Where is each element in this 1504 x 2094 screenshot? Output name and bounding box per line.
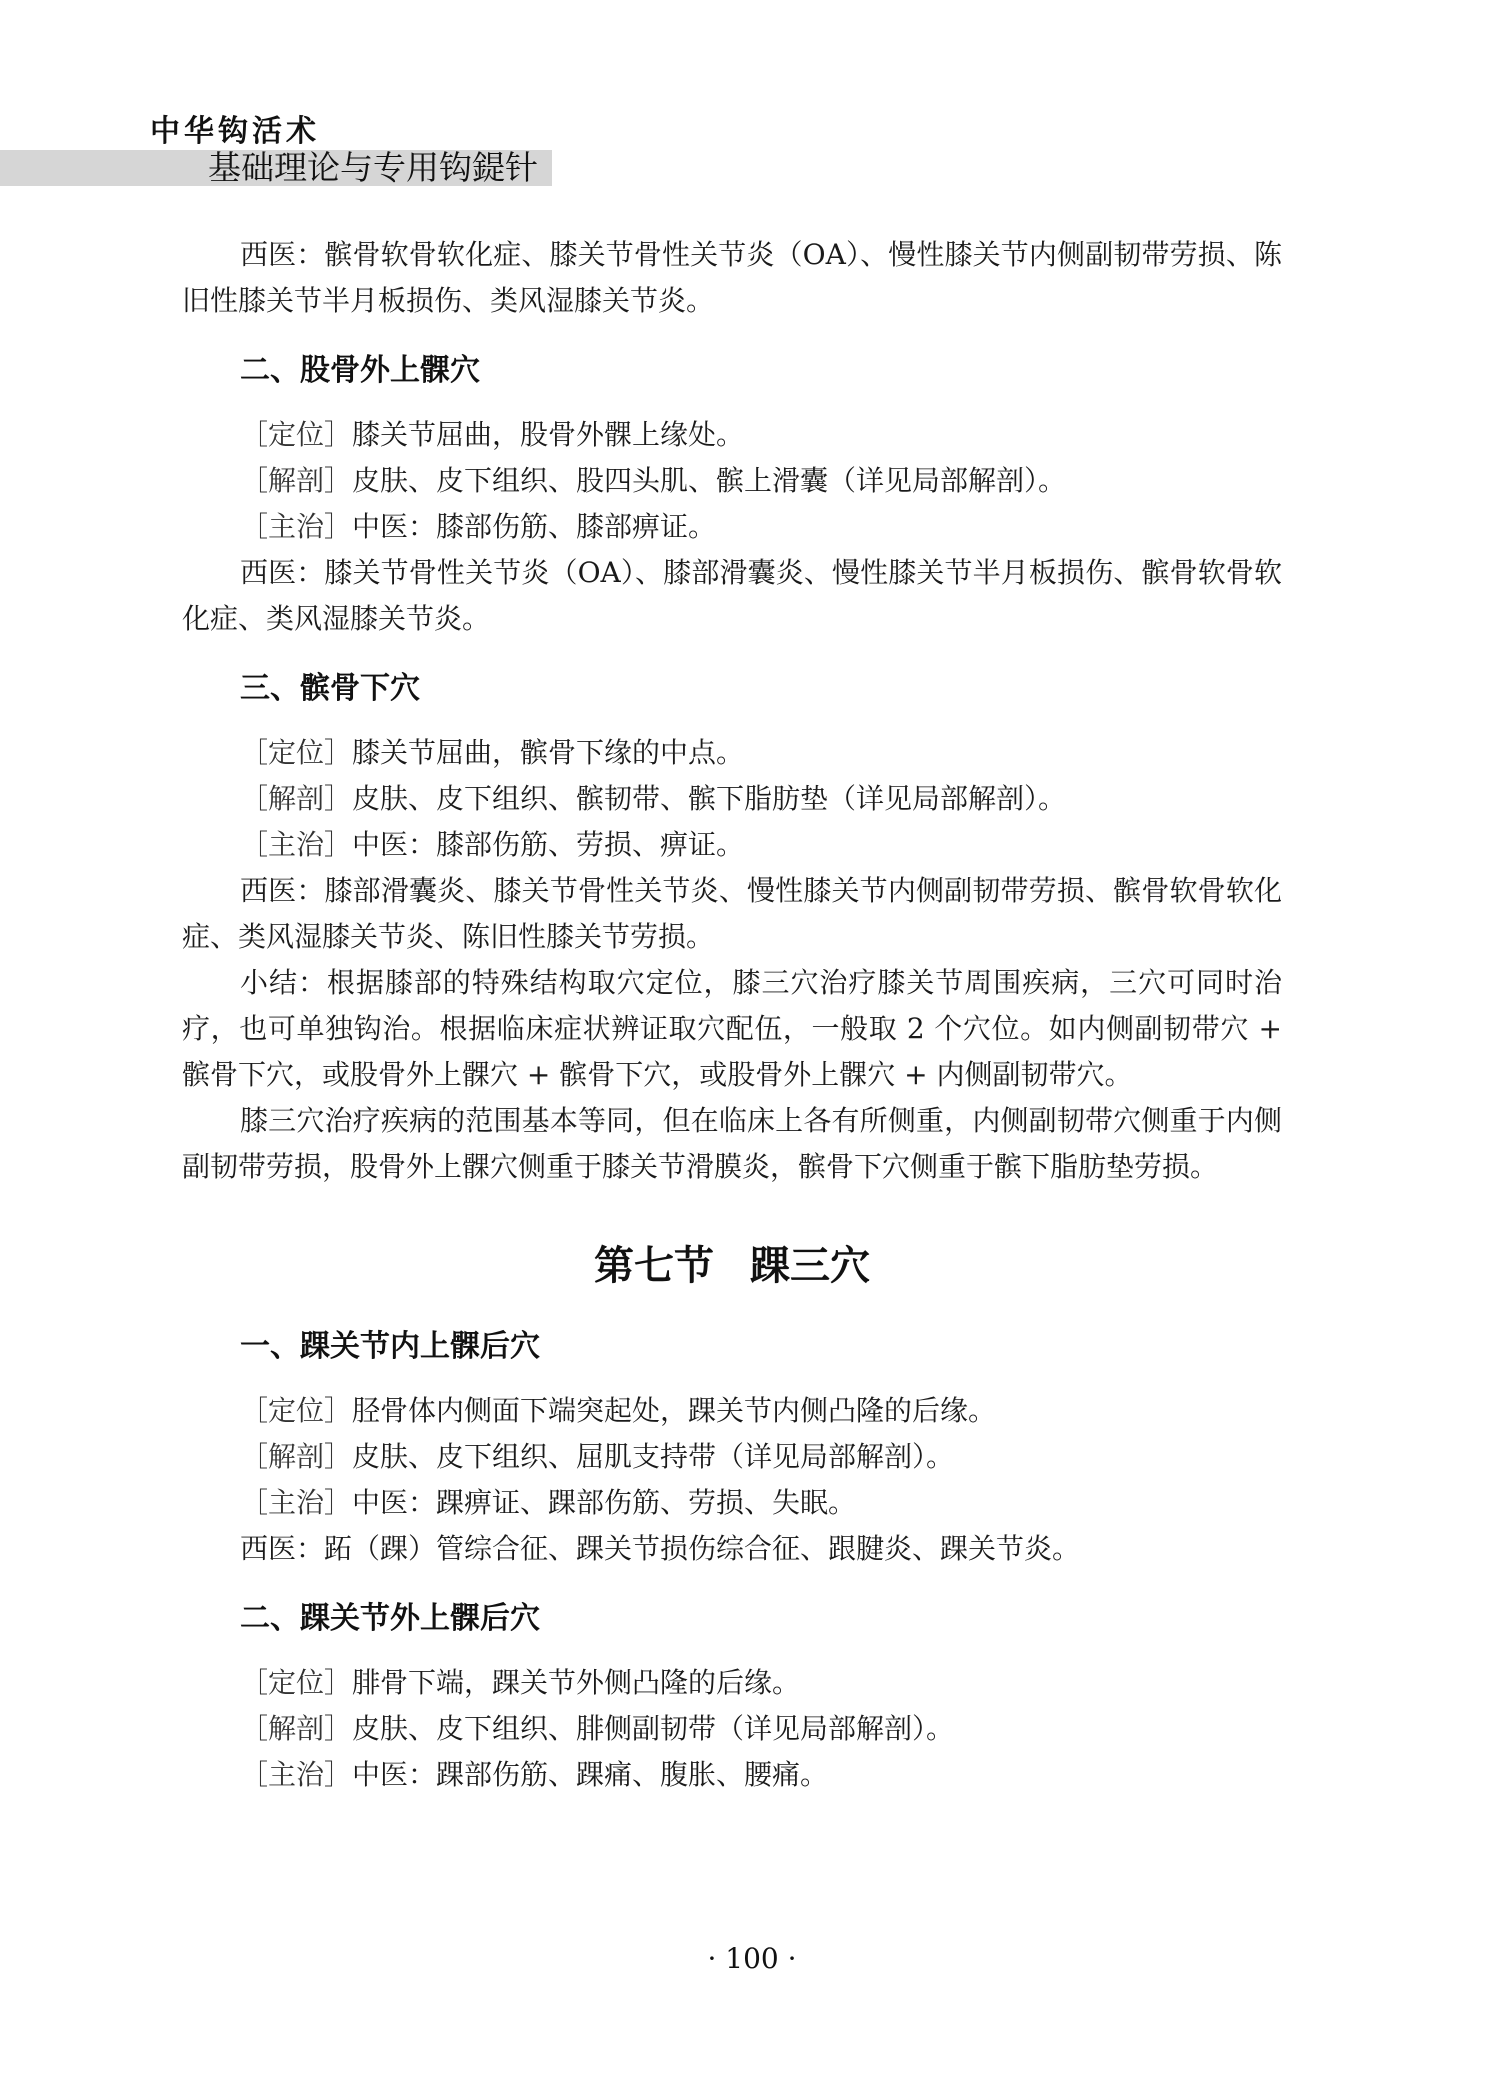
- summary-text: 小结：根据膝部的特殊结构取穴定位，膝三穴治疗膝关节周围疾病，三穴可同时治疗，也可单独钩治。根据临床症状辨证取穴配伍，一般取 2 个穴位。如内侧副韧带穴 + 髌骨下穴，或股骨外上髁穴 + 髌骨下穴，或股骨外上髁穴 + 内侧副韧带穴。: [182, 966, 1282, 1091]
- indication-label: ［主治］: [240, 1758, 353, 1791]
- west-medicine-text: 西医：髌骨软骨软化症、膝关节骨性关节炎（OA）、慢性膝关节内侧副韧带劳损、陈旧性膝关节半月板损伤、类风湿膝关节炎。: [182, 238, 1282, 317]
- location-field: [182, 1660, 1282, 1706]
- book-title: 基础理论与专用钩鍉针: [208, 148, 538, 187]
- anatomy-field: [182, 776, 1282, 822]
- location-field: [182, 1388, 1282, 1434]
- indication-field: [182, 1752, 1282, 1798]
- indication-field: [182, 1480, 1282, 1526]
- indication-label: ［主治］: [240, 510, 353, 543]
- heading-patella-lower: 三、髌骨下穴: [240, 671, 420, 706]
- west-medicine-text: 西医：膝部滑囊炎、膝关节骨性关节炎、慢性膝关节内侧副韧带劳损、髌骨软骨软化症、类风湿膝关节炎、陈旧性膝关节劳损。: [182, 874, 1282, 953]
- anatomy-text: 皮肤、皮下组织、股四头肌、髌上滑囊（详见局部解剖）。: [352, 464, 1067, 497]
- indication-field: [182, 822, 1282, 868]
- series-title: 中华钩活术: [150, 114, 320, 149]
- page-number: · 100 ·: [707, 1942, 797, 1975]
- heading-ankle-medial: 一、踝关节内上髁后穴: [240, 1329, 540, 1364]
- anatomy-label: ［解剖］: [240, 1440, 353, 1473]
- location-label: ［定位］: [240, 1394, 353, 1427]
- location-text: 膝关节屈曲，股骨外髁上缘处。: [352, 418, 745, 451]
- west-medicine-text: 西医：跖（踝）管综合征、踝关节损伤综合征、跟腱炎、踝关节炎。: [240, 1532, 1081, 1565]
- location-text: 腓骨下端，踝关节外侧凸隆的后缘。: [352, 1666, 801, 1699]
- indication-label: ［主治］: [240, 1486, 353, 1519]
- west-medicine-text: 西医：膝关节骨性关节炎（OA）、膝部滑囊炎、慢性膝关节半月板损伤、髌骨软骨软化症、类风湿膝关节炎。: [182, 556, 1282, 635]
- location-text: 膝关节屈曲，髌骨下缘的中点。: [352, 736, 745, 769]
- anatomy-field: [182, 1434, 1282, 1480]
- location-label: ［定位］: [240, 1666, 353, 1699]
- location-text: 胫骨体内侧面下端突起处，踝关节内侧凸隆的后缘。: [352, 1394, 997, 1427]
- indication-text: 中医：膝部伤筋、劳损、痹证。: [352, 828, 745, 861]
- location-field: [182, 730, 1282, 776]
- anatomy-text: 皮肤、皮下组织、髌韧带、髌下脂肪垫（详见局部解剖）。: [352, 782, 1067, 815]
- heading-ankle-lateral: 二、踝关节外上髁后穴: [240, 1601, 540, 1636]
- indication-field: [182, 504, 1282, 550]
- indication-label: ［主治］: [240, 828, 353, 861]
- indication-text: 中医：踝部伤筋、踝痛、腹胀、腰痛。: [352, 1758, 829, 1791]
- indication-text: 中医：膝部伤筋、膝部痹证。: [352, 510, 717, 543]
- anatomy-label: ［解剖］: [240, 782, 353, 815]
- section-name: 踝三穴: [750, 1242, 870, 1289]
- location-label: ［定位］: [240, 418, 353, 451]
- anatomy-label: ［解剖］: [240, 464, 353, 497]
- anatomy-text: 皮肤、皮下组织、屈肌支持带（详见局部解剖）。: [352, 1440, 955, 1473]
- indication-text: 中医：踝痹证、踝部伤筋、劳损、失眠。: [352, 1486, 857, 1519]
- heading-femoral-lateral-epicondyle: 二、股骨外上髁穴: [240, 353, 480, 388]
- anatomy-field: [182, 1706, 1282, 1752]
- location-field: [182, 412, 1282, 458]
- section-title: [182, 1238, 1282, 1294]
- section-number: 第七节: [594, 1242, 714, 1289]
- anatomy-label: ［解剖］: [240, 1712, 353, 1745]
- anatomy-field: [182, 458, 1282, 504]
- anatomy-text: 皮肤、皮下组织、腓侧副韧带（详见局部解剖）。: [352, 1712, 955, 1745]
- note-text: 膝三穴治疗疾病的范围基本等同，但在临床上各有所侧重，内侧副韧带穴侧重于内侧副韧带劳损，股骨外上髁穴侧重于膝关节滑膜炎，髌骨下穴侧重于髌下脂肪垫劳损。: [182, 1104, 1282, 1183]
- page-content: [182, 232, 1282, 1798]
- location-label: ［定位］: [240, 736, 353, 769]
